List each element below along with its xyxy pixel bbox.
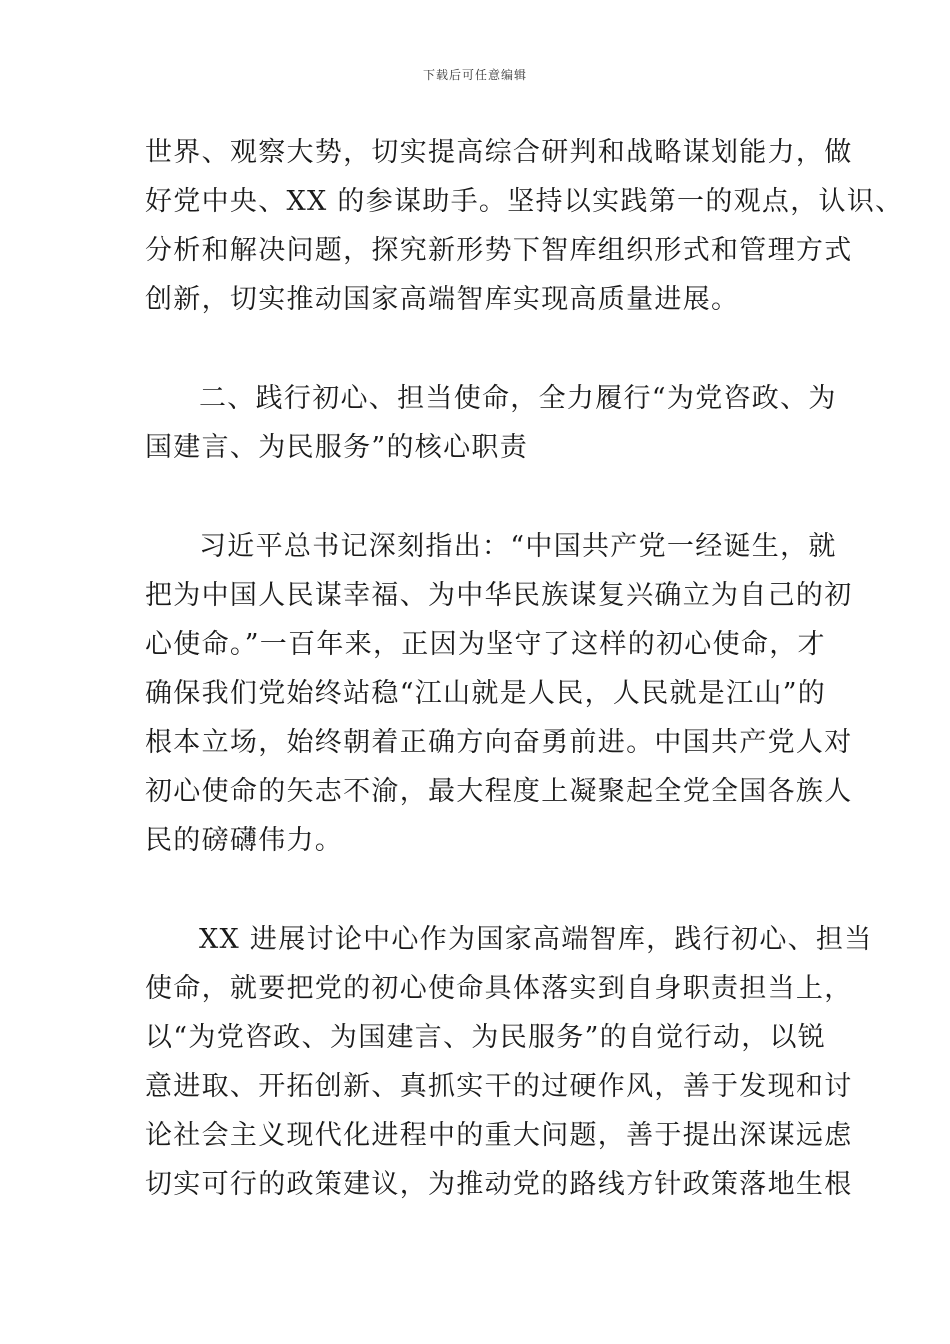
text-line: 世界、观察大势，切实提高综合研判和战略谋划能力，做: [145, 137, 853, 168]
text-line: 好党中央、XX 的参谋助手。坚持以实践第一的观点，认识、: [145, 186, 904, 217]
text-line: 把为中国人民谋幸福、为中华民族谋复兴确立为自己的初: [145, 580, 853, 611]
paragraph-continuation: [145, 128, 904, 324]
text-line: 意进取、开拓创新、真抓实干的过硬作风，善于发现和讨: [145, 1071, 853, 1102]
text-line: XX 进展讨论中心作为国家高端智库，践行初心、担当: [199, 924, 873, 955]
text-line: 论社会主义现代化进程中的重大问题，善于提出深谋远虑: [145, 1120, 853, 1151]
text-line: 根本立场，始终朝着正确方向奋勇前进。中国共产党人对: [145, 727, 853, 758]
heading-line: 国建言、为民服务”的核心职责: [145, 432, 529, 463]
text-line: 切实可行的政策建议，为推动党的路线方针政策落地生根: [145, 1169, 853, 1200]
text-line: 心使命。”一百年来，正因为坚守了这样的初心使命，才: [145, 629, 826, 660]
download-note: 下载后可任意编辑: [422, 68, 527, 82]
paragraph-quote: [145, 522, 853, 865]
text-line: 初心使命的矢志不渝，最大程度上凝聚起全党全国各族人: [145, 776, 853, 807]
paragraph-spacer: [145, 865, 815, 915]
text-line: 创新，切实推动国家高端智库实现高质量进展。: [145, 284, 740, 315]
document-body: [145, 128, 904, 1209]
text-line: 民的磅礴伟力。: [145, 825, 344, 856]
section-heading: [145, 374, 837, 472]
paragraph-center: [145, 915, 873, 1209]
text-line: 使命，就要把党的初心使命具体落实到自身职责担当上，: [145, 973, 853, 1004]
text-line: 确保我们党始终站稳“江山就是人民，人民就是江山”的: [145, 678, 827, 709]
paragraph-spacer: [145, 324, 815, 374]
text-line: 习近平总书记深刻指出：“中国共产党一经诞生，就: [199, 531, 837, 562]
text-line: 分析和解决问题，探究新形势下智库组织形式和管理方式: [145, 235, 853, 266]
paragraph-spacer: [145, 472, 815, 522]
heading-line: 二、践行初心、担当使命，全力履行“为党咨政、为: [199, 383, 837, 414]
text-line: 以“为党咨政、为国建言、为民服务”的自觉行动，以锐: [145, 1022, 827, 1053]
